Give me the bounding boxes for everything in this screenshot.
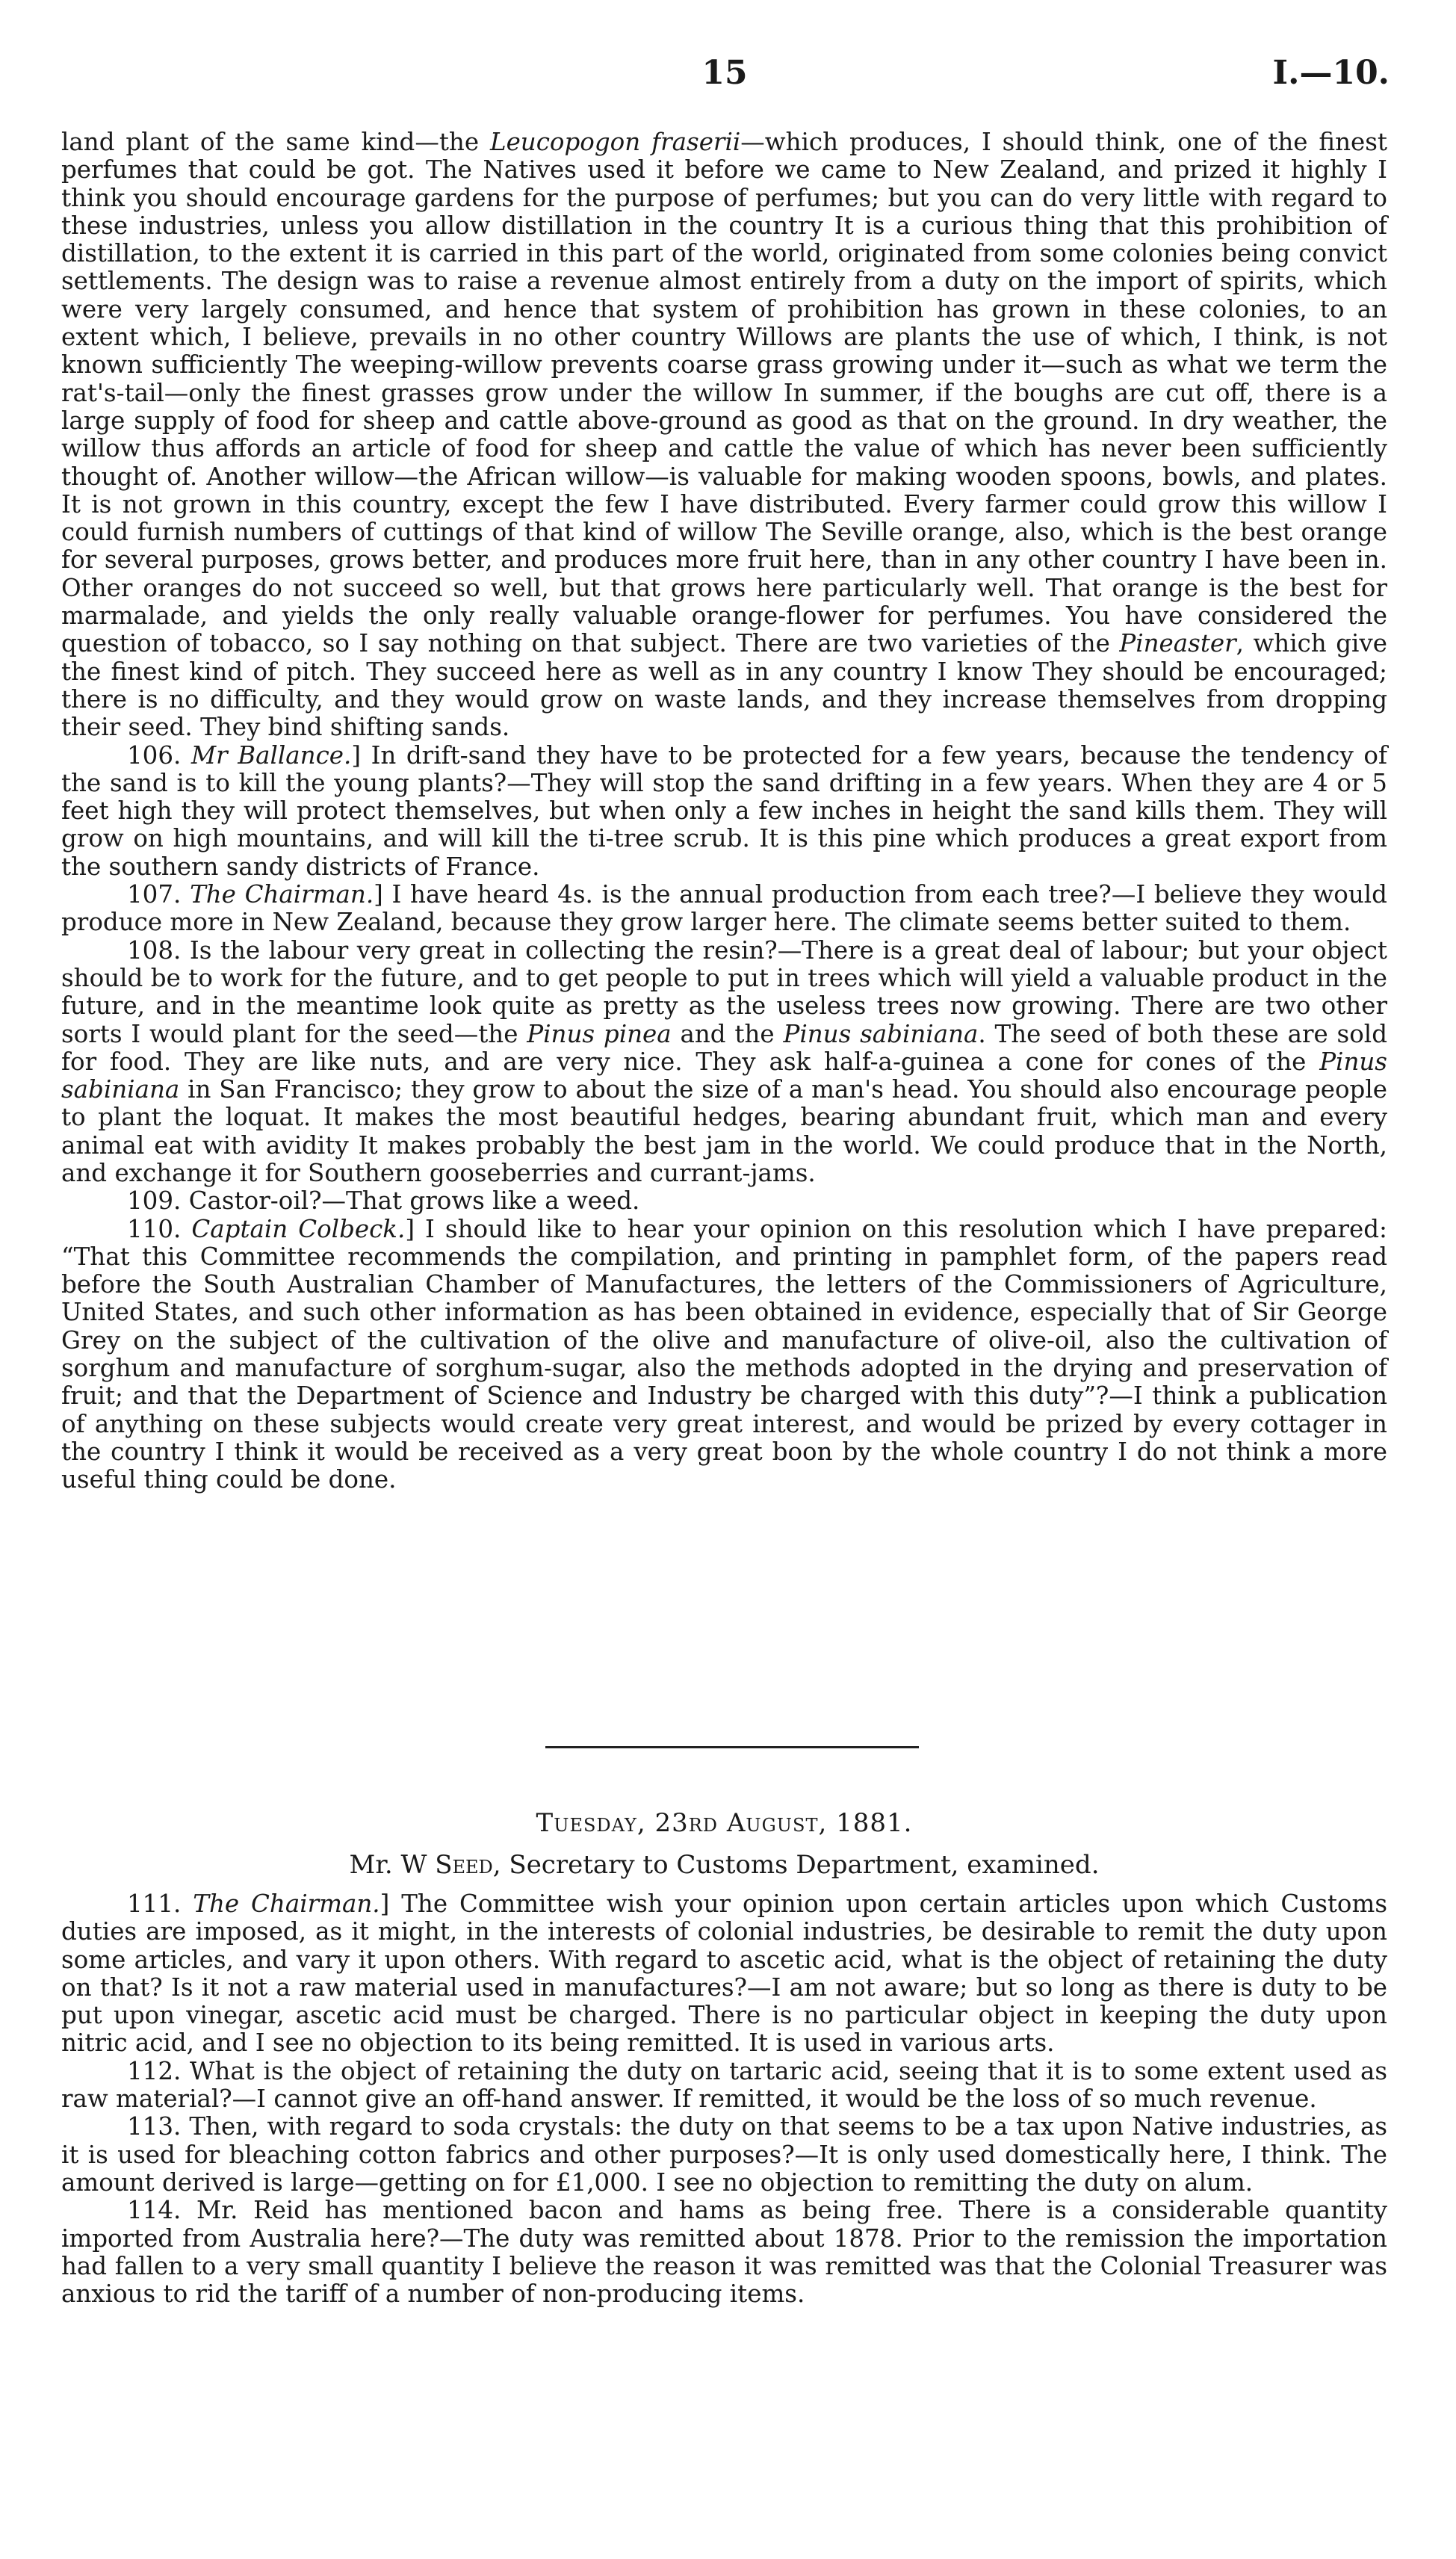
paragraph-text: and the [671,1019,784,1048]
speaker-name: The Chairman. [190,880,374,909]
continuation-paragraph [61,129,1387,742]
page-number: 15 [701,54,748,92]
paragraph-text: , which give the finest kind of pitch. They succeed here as well as in any country I know They should be encouraged; there is no difficulty, and they would grow on waste lands, and they increase themselves from dropping their seed. They bind shifting sands. [61,629,1387,742]
species-name: Pinus sabiniana [61,1047,1387,1104]
question-111 [61,1890,1387,2058]
species-name: Pinus pinea [527,1019,672,1048]
speaker-name: Mr Ballance. [190,740,352,770]
species-name: Leucopogon fraserii [489,128,741,156]
paragraph-text: ] In drift-sand they have to be protected for a few years, because the tendency of the sand is to kill the young plants?—They will stop the sand drifting in a few years. When they are 4 or 5 feet high they will protect themselves, but when only a few inches in height the sand kills them. They will grow on high mountains, and will kill the ti-tree scrub. It is this pine which produces a great export from the southern sandy districts of France. [61,740,1387,881]
question-112: 112. What is the object of retaining the duty on tartaric acid, seeing that it is to some extent used as raw material?—I cannot give an off-hand answer. If remitted, it would be the loss of so much revenue. [61,2056,1387,2114]
question-number: 111. [127,1890,182,1918]
question-106 [61,742,1387,881]
evidence-text-top [61,129,1387,1494]
paragraph-text: in San Francisco; they grow to about the size of a man's head. You should also encourage people to plant the loquat. It makes the most beautiful hedges, bearing abundant fruit, which man and every animal eat with avidity It makes probably the best jam in the world. We could produce that in the North, and exchange it for Southern gooseberries and currant-jams. [61,1075,1387,1187]
question-108 [61,937,1387,1188]
paragraph-text: land plant of the same kind—the [61,128,490,156]
question-number: 106. [127,740,182,770]
paragraph-text: ] I should like to hear your opinion on this resolution which I have prepared: “That this Committee recommends the compilation, and printing in pamphlet form, of the papers read before the South Australian Chamber of Manufactures, the letters of the Commissioners of Agriculture, United States, and such other information as has been obtained in evidence, especially that of Sir George Grey on the subject of the cultivation of the olive and manufacture of olive-oil, also the cultivation of sorghum and manufacture of sorghum-sugar, also the methods adopted in the drying and preservation of fruit; and that the Department of Science and Industry be charged with this duty”?—I think a publication of anything on these subjects would create very great interest, and would be prized by every cottager in the country I think it would be received as a very great boon by the whole country I do not think a more useful thing could be done. [61,1214,1388,1494]
question-number: 110. [127,1214,182,1243]
paper-reference: I.—10. [1272,54,1390,92]
page-header [60,54,1390,99]
witness-line [61,1850,1387,1880]
species-name: Pineaster [1119,629,1236,658]
witness-name: Seed [435,1850,493,1880]
witness-role: , Secretary to Customs Department, examined. [492,1850,1100,1880]
session-date [61,1808,1387,1838]
session-section [61,1808,1387,2308]
question-number: 107. [127,880,182,909]
date-text: Tuesday, 23rd August, 1881. [536,1808,913,1838]
paragraph-text: . The seed of both these are sold for food. They are like nuts, and are very nice. They ask half-a-guinea a cone for cones of the [61,1019,1387,1076]
paragraph-text: —which produces, I should think, one of the finest perfumes that could be got. The Natives used it before we came to New Zealand, and prized it highly I think you should encourage gardens for the purpose of perfumes; but you can do very little with regard to these industries, unless you allow distillation in the country It is a curious thing that this prohibition of distillation, to the extent it is carried in this part of the world, originated from some colonies being convict settlements. The design was to raise a revenue almost entirely from a duty on the import of spirits, which were very largely consumed, and hence that system of prohibition has grown in these colonies, to an extent which, I believe, prevails in no other country Willows are plants the use of which, I think, is not known sufficiently The weeping-willow prevents coarse grass growing under it—such as what we term the rat's-tail—only the finest grasses grow under the willow In summer, if the boughs are cut off, there is a large supply of food for sheep and cattle above-ground as good as that on the ground. In dry weather, the willow thus affords an article of food for sheep and cattle the value of which has never been sufficiently thought of. Another willow—the African willow—is valuable for making wooden spoons, bowls, and plates. It is not grown in this country, except the few I have distributed. Every farmer could grow this willow I could furnish numbers of cuttings of that kind of willow The Seville orange, also, which is the best orange for several purposes, grows better, and produces more fruit here, than in any other country I have been in. Other oranges do not succeed so well, but that grows here particularly well. That orange is the best for marmalade, and yields the only really valuable orange-flower for perfumes. You have considered the question of tobacco, so I say nothing on that subject. There are two varieties of the [61,128,1387,658]
speaker-name: The Chairman. [193,1890,380,1918]
paragraph-text: ] I have heard 4s. is the annual production from each tree?—I believe they would produce more in New Zealand, because they grow larger here. The climate seems better suited to them. [61,880,1387,937]
question-114: 114. Mr. Reid has mentioned bacon and hams as being free. There is a considerable quantity imported from Australia here?—The duty was remitted about 1878. Prior to the remission the importation had fallen to a very small quantity I believe the reason it was remitted was that the Colonial Treasurer was anxious to rid the tariff of a number of non-producing items. [61,2196,1387,2309]
question-107 [61,881,1387,937]
section-divider [545,1746,919,1748]
witness-prefix: Mr. W [349,1850,436,1880]
question-109: 109. Castor-oil?—That grows like a weed. [127,1186,640,1216]
paragraph-text: 108. Is the labour very great in collecting the resin?—There is a great deal of labour; but your object should be to work for the future, and to get people to put in trees which will yield a valuable product in the future, and in the meantime look quite as pretty as the useless trees now growing. There are two other sorts I would plant for the seed—the [61,935,1387,1048]
evidence-text-bottom [61,1890,1387,2308]
speaker-name: Captain Colbeck. [191,1214,406,1243]
question-110 [61,1216,1387,1494]
question-113: 113. Then, with regard to soda crystals: the duty on that seems to be a tax upon Native industries, as it is used for bleaching cotton fabrics and other purposes?—It is only used domestically here, I think. The amount derived is large—getting on for £1,000. I see no objection to remitting the duty on alum. [61,2112,1387,2197]
species-name: Pinus sabiniana [783,1019,979,1048]
paragraph-text: ] The Committee wish your opinion upon certain articles upon which Customs duties are imposed, as it might, in the interests of colonial industries, be desirable to remit the duty upon some articles, and vary it upon others. With regard to ascetic acid, what is the object of retaining the duty on that? Is it not a raw material used in manufactures?—I am not aware; but so long as there is duty to be put upon vinegar, ascetic acid must be charged. There is no particular object in keeping the duty upon nitric acid, and I see no objection to its being remitted. It is used in various arts. [61,1890,1387,2058]
